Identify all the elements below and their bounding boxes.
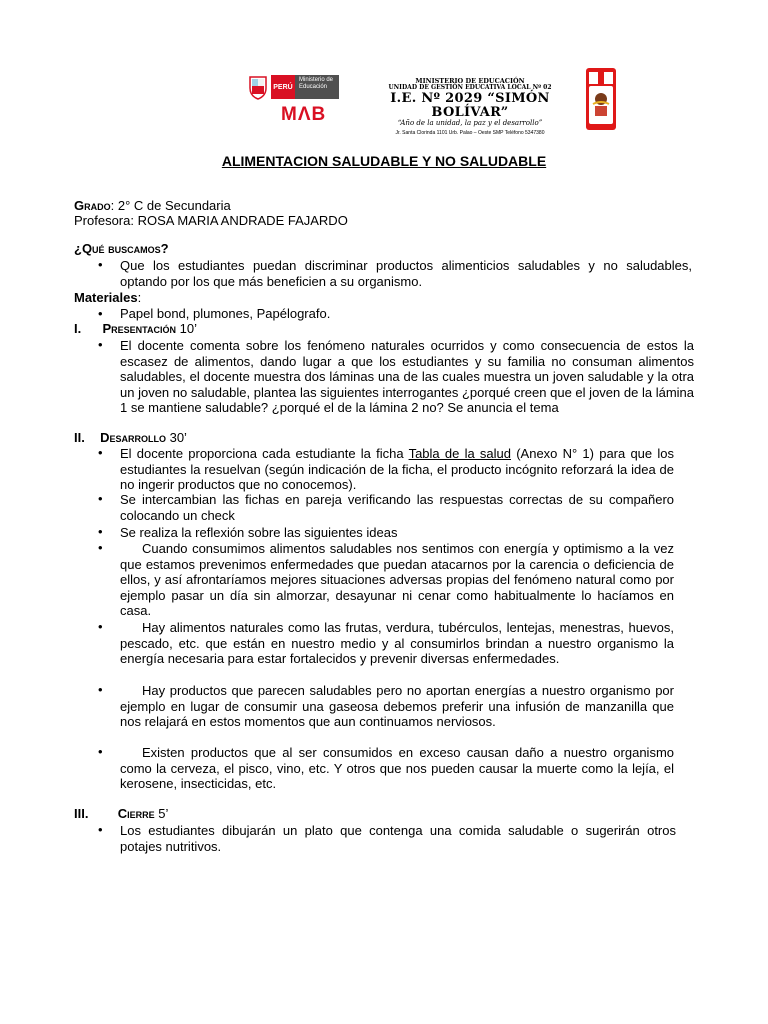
section-label: Presentación [102, 321, 176, 336]
materiales-label: Materiales [74, 290, 138, 305]
desarrollo-item: Hay productos que parecen saludables pero no aportan energías a nuestro organismo por ejemplo en lugar de consumir una gaseosa debemos preferir una infusión de manzanilla que nos relajará en estos momentos que aun continuamos nerviosos. [120, 683, 674, 729]
desarrollo-item: Se intercambian las fichas en pareja verificando las respuestas correctas de su compañero colocando un check [120, 492, 674, 523]
section-time: 30’ [165, 430, 187, 445]
section-label: Desarrollo [100, 430, 166, 445]
section-desarrollo-heading [74, 430, 187, 446]
section-label: Cierre [117, 806, 155, 821]
bullet-icon: • [98, 682, 103, 697]
bullet-icon: • [98, 337, 103, 352]
section-number: III. [74, 806, 89, 821]
section-number: II. [74, 430, 85, 445]
section-time: 5’ [154, 806, 169, 821]
header-motto: “Año de la unidad, la paz y el desarrollo” [397, 119, 543, 128]
ministry-logo [247, 72, 339, 102]
desarrollo-item: Existen productos que al ser consumidos en exceso causan daño a nuestro organismo como la cerveza, el pisco, vino, etc. Y otros que nos pueden causar la muerte como la lejía, el kerosene, insecticidas, etc. [120, 745, 674, 791]
desarrollo-item: El docente proporciona cada estudiante la ficha Tabla de la salud (Anexo N° 1) para que los estudiantes la resuelvan (según indicación de la ficha, el producto incógnito reforzará la idea de no ingerir productos que no conocemos). [120, 446, 674, 492]
header-school-name: I.E. Nº 2029 “SIMÓN BOLÍVAR” [390, 90, 550, 121]
section-presentacion-heading [74, 321, 197, 337]
mab-logo: MΛB [281, 104, 327, 125]
que-buscamos-heading: ¿Qué buscamos? [74, 241, 169, 256]
desarrollo-item: Hay alimentos naturales como las frutas, verdura, tubérculos, lentejas, menestras, huevos, pescado, etc. que están en nuestro medio y al consumirlos brindan a nuestro organismo la energía necesaria para estar fortalecidos y prevenir diversas enfermedades. [120, 620, 674, 666]
ministry-label: Ministerio de Educación [295, 75, 339, 99]
bullet-icon: • [98, 744, 103, 759]
materiales-heading: Materiales: [74, 290, 142, 305]
bullet-icon: • [98, 445, 103, 460]
tabla-salud-link: Tabla de la salud [408, 446, 511, 461]
header-ugel: UNIDAD DE GESTIÓN EDUCATIVA LOCAL Nº 02 [388, 84, 552, 92]
profesora-line: Profesora: ROSA MARIA ANDRADE FAJARDO [74, 213, 348, 228]
document-header [0, 0, 768, 140]
header-ministry: MINISTERIO DE EDUCACIÓN [415, 77, 525, 85]
bullet-icon: • [98, 306, 103, 321]
bullet-icon: • [98, 822, 103, 837]
que-item: Que los estudiantes puedan discriminar productos alimenticios saludables y no saludables, optando por los que más beneficien a su organismo. [120, 258, 692, 289]
cierre-item: Los estudiantes dibujarán un plato que contenga una comida saludable o sugerirán otros potajes nutritivos. [120, 823, 676, 854]
grado-label: Grado [74, 198, 111, 213]
bullet-icon: • [98, 257, 103, 272]
peru-label: PERÚ [271, 75, 295, 99]
materiales-item: Papel bond, plumones, Papélografo. [120, 306, 331, 321]
desarrollo-item: Se realiza la reflexión sobre las siguientes ideas [120, 525, 398, 540]
grado-value: : 2° C de Secundaria [110, 198, 231, 213]
bullet-icon: • [98, 491, 103, 506]
grado-line [74, 198, 231, 214]
header-text-block [352, 78, 588, 137]
presentacion-item: El docente comenta sobre los fenómeno naturales ocurridos y como consecuencia de estos la escasez de alimentos, dando lugar a que los estudiantes y su familia no consuman alimentos saludables, el docente muestra dos láminas una de las cuales muestra un joven saludable y la otra un joven no saludable, plantea las siguientes interrogantes ¿porqué creen que el joven de la lámina 1 se mantiene saludable? ¿porqué el de la lámina 2 no? Se anuncia el tema [120, 338, 694, 415]
bullet-icon: • [98, 619, 103, 634]
school-crest-icon [586, 68, 616, 130]
header-address: Jr. Santa Clorinda 1101 Urb. Palao – Oeste SMP Teléfono 5347380 [395, 130, 545, 137]
section-number: I. [74, 321, 82, 336]
section-time: 10’ [176, 321, 197, 336]
document-title: ALIMENTACION SALUDABLE Y NO SALUDABLE [221, 153, 547, 169]
desarrollo-item: Cuando consumimos alimentos saludables nos sentimos con energía y optimismo a la vez que estamos prevenimos enfermedades que puedan atacarnos por la carencia o deficiencia de ellos, y así afrontaríamos mejores situaciones adversas propias del fenómeno natural como por ejemplo pasar un día sin almorzar, desayunar ni cenar como habitualmente lo hacíamos en casa. [120, 541, 674, 618]
bullet-icon: • [98, 524, 103, 539]
peru-shield-icon [247, 74, 269, 100]
section-cierre-heading [74, 806, 168, 822]
bullet-icon: • [98, 540, 103, 555]
